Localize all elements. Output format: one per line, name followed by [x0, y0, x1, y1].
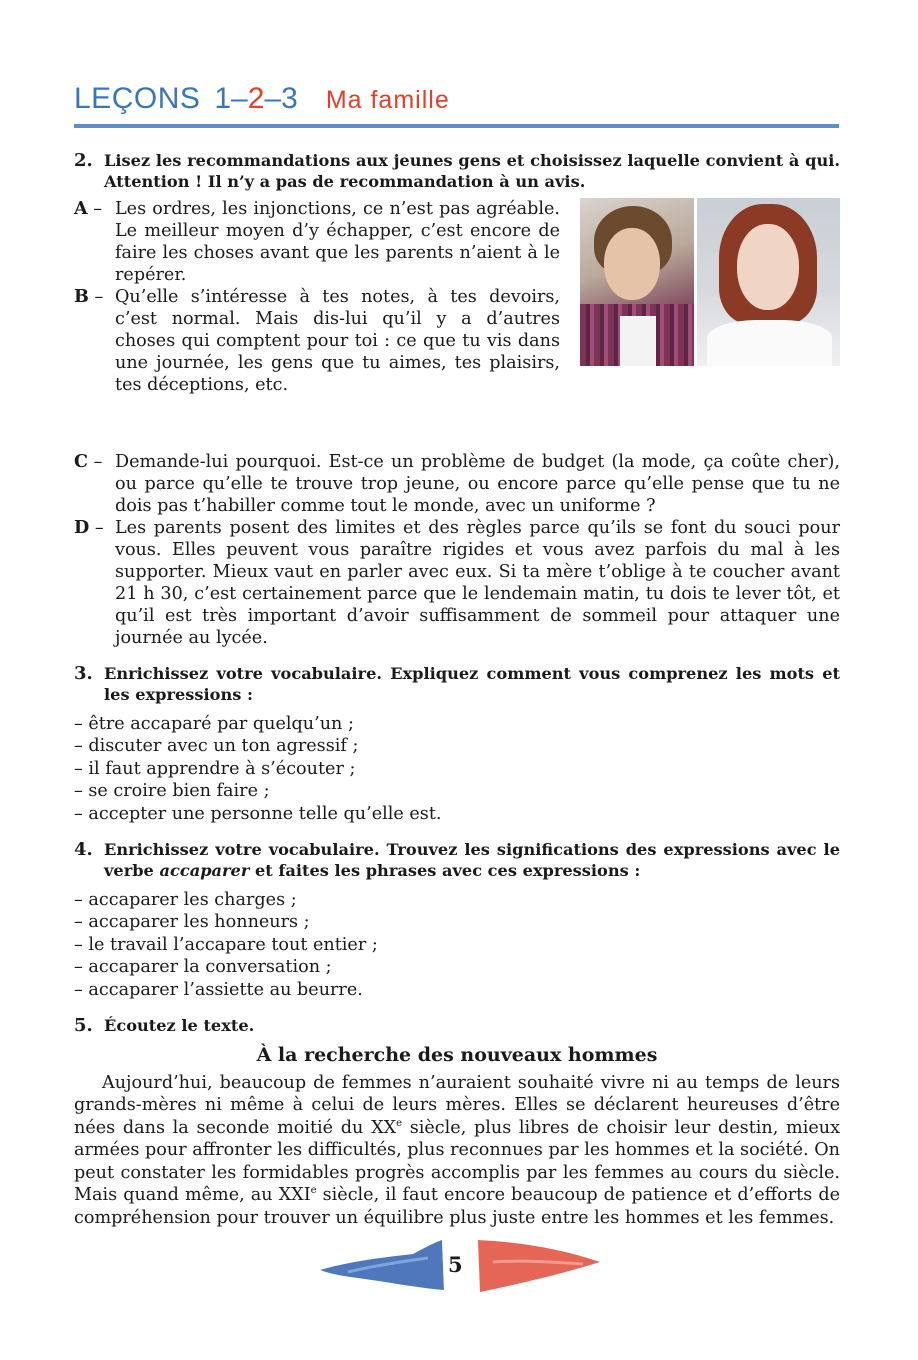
list-item: – accaparer les honneurs ; [74, 912, 310, 933]
page-content [74, 150, 840, 1229]
exercise-instruction: Enrichissez votre vocabulaire. Trouvez les significations des expressions avec le verbe accaparer et faites les phrases avec ces expressions : [104, 840, 840, 881]
list-item: – se croire bien faire ; [74, 781, 270, 802]
list-item: – accaparer les charges ; [74, 890, 297, 911]
recommendations-block [74, 198, 840, 452]
exercise-number: 2. [74, 150, 93, 171]
recommendation-b: B – Qu’elle s’intéresse à tes notes, à tes devoirs, c’est normal. Mais dis-lui qu’il y a d’autres choses qui comptent pour toi : ce que tu vis dans une journée, les gens que tu aimes, tes plaisirs, tes déceptions, etc. [74, 286, 560, 395]
list-item: – accepter une personne telle qu’elle est. [74, 803, 442, 824]
list-item: – accaparer l’assiette au beurre. [74, 979, 363, 1000]
exercise-instruction: Écoutez le texte. [104, 1016, 255, 1036]
list-item: – être accaparé par quelqu’un ; [74, 714, 354, 734]
exercise-number: 5. [74, 1015, 93, 1037]
list-item: – accaparer la conversation ; [74, 957, 332, 978]
header-rule [74, 124, 839, 128]
recommendation-text: Les ordres, les injonctions, ce n’est pas agréable. Le meilleur moyen d’y échapper, c’est encore de faire les choses avant que les parents n’aient à le repérer. [115, 199, 560, 285]
list-item: – il faut apprendre à s’écouter ; [74, 758, 356, 779]
exercise-2-heading [74, 150, 840, 192]
exercise-4-heading [74, 839, 840, 881]
lesson-num-3: –3 [264, 82, 298, 115]
page-number-ornament [318, 1232, 603, 1298]
exercise-instruction: Enrichissez votre vocabulaire. Expliquez comment vous comprenez les mots et les expressions : [104, 664, 840, 704]
text-paragraph: Aujourd’hui, beaucoup de femmes n’auraient souhaité vivre ni au temps de leurs grands-mères ni même à celui de leurs mères. Elles se déclarent heureuses d’être nées dans la seconde moitié du XXe siècle, plus libres de choisir leur destin, mieux armées pour affronter les difficultés, plus reconnues par les hommes et la société. On peut constater les formidables progrès accomplis par les femmes au cours du siècle. Mais quand même, au XXIe siècle, il faut encore beaucoup de patience et d’efforts de compréhension pour trouver un équilibre plus juste entre les hommes et les femmes. [74, 1073, 841, 1228]
recommendation-d: D – Les parents posent des limites et des règles parce qu’ils se font du souci pour vous. Elles peuvent vous paraître rigides et vous avez parfois du mal à les supporter. Mieux vaut en parler avec eux. Si ta mère t’oblige à te coucher avant 21 h 30, c’est certainement parce que le lendemain matin, tu dois te lever tôt, et qu’il est très important d’avoir suffisamment de sommeil pour attaquer une journée au lycée. [74, 517, 840, 648]
lesson-num-2: 2 [247, 82, 265, 115]
recommendation-c: C – Demande-lui pourquoi. Est-ce un problème de budget (la mode, ça coûte cher), ou parce qu’elle te trouve trop jeune, ou encore parce qu’elle pense que tu ne dois pas t’habiller comme tout le monde, avec un uniforme ? [74, 451, 840, 516]
recommendation-letter: B [74, 286, 89, 307]
lesson-num-1: 1– [214, 82, 248, 115]
text-title: À la recherche des nouveaux hommes [256, 1044, 658, 1067]
exercise-number: 3. [74, 663, 93, 684]
chapter-title: Ma famille [325, 86, 450, 114]
exercise-number: 4. [74, 839, 93, 861]
recommendation-a: A – Les ordres, les injonctions, ce n’est pas agréable. Le meilleur moyen d’y échapper, c’est encore de faire les choses avant que les parents n’aient à le repérer. [74, 198, 560, 285]
lesson-numbers [214, 82, 297, 116]
recommendation-letter: A [74, 198, 88, 219]
recommendation-text: Demande-lui pourquoi. Est-ce un problème de budget (la mode, ça coûte cher), ou parce qu’elle te trouve trop jeune, ou encore parce qu’elle pense que tu ne dois pas t’habiller comme tout le monde, avec un uniforme ? [115, 452, 840, 516]
exercise-instruction: Lisez les recommandations aux jeunes gens et choisissez laquelle convient à qui. Attention ! Il n’y a pas de recommandation à un avis. [104, 151, 840, 191]
recommendation-text: Qu’elle s’intéresse à tes notes, à tes devoirs, c’est normal. Mais dis-lui qu’il y a d’autres choses qui comptent pour toi : ce que tu vis dans une journée, les gens que tu aimes, tes plaisirs, tes déceptions, etc. [115, 287, 560, 395]
verb-accaparer: accaparer [159, 861, 250, 881]
lessons-label: LEÇONS [74, 82, 201, 115]
recommendation-letter: C [74, 451, 89, 472]
photos [580, 198, 840, 366]
teen-boy-photo [580, 198, 694, 366]
list-item: – discuter avec un ton agressif ; [74, 736, 359, 757]
lesson-header [74, 82, 839, 126]
list-item: – le travail l’accapare tout entier ; [74, 934, 378, 955]
woman-photo [697, 198, 840, 366]
exercise-5-heading [74, 1015, 840, 1036]
recommendation-text: Les parents posent des limites et des règles parce qu’ils se font du souci pour vous. Elles peuvent vous paraître rigides et vous avez parfois du mal à les supporter. Mieux vaut en parler avec eux. Si ta mère t’oblige à te coucher avant 21 h 30, c’est certainement parce que le lendemain matin, tu dois te lever tôt, et qu’il est très important d’avoir suffisamment de sommeil pour attaquer une journée au lycée. [115, 518, 840, 648]
recommendation-letter: D [74, 517, 90, 538]
exercise-3-heading [74, 663, 840, 705]
page-number: 5 [448, 1252, 463, 1277]
